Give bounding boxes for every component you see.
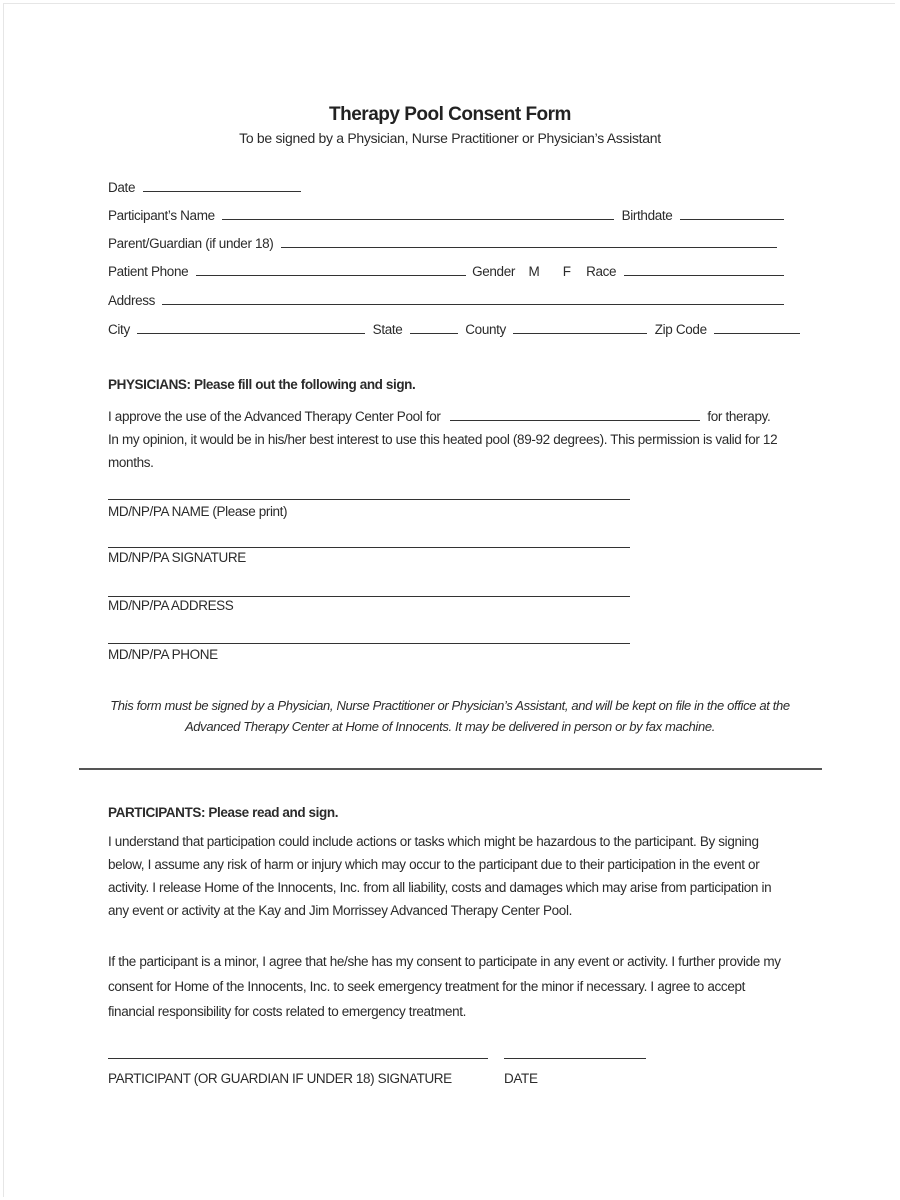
participant-signature-label: PARTICIPANT (OR GUARDIAN IF UNDER 18) SIGNATURE <box>108 1071 452 1086</box>
md-phone-label: MD/NP/PA PHONE <box>108 647 218 662</box>
approve-suffix: for therapy. <box>707 409 771 424</box>
birthdate-field[interactable] <box>680 208 784 220</box>
md-address-line[interactable] <box>108 596 630 597</box>
therapy-purpose-field[interactable] <box>450 409 700 421</box>
physician-opinion-text: In my opinion, it would be in his/her best interest to use this heated pool (89-92 degrees). This permission is valid for 12 months. <box>108 432 778 470</box>
md-phone-line[interactable] <box>108 643 630 644</box>
md-signature-line[interactable] <box>108 547 630 548</box>
form-subtitle: To be signed by a Physician, Nurse Practitioner or Physician’s Assistant <box>239 130 661 146</box>
participant-date-line[interactable] <box>504 1058 646 1059</box>
physicians-heading: PHYSICIANS: Please fill out the following and sign. <box>108 377 416 392</box>
date-label: Date <box>108 180 136 195</box>
gender-label: Gender <box>472 264 516 279</box>
md-address-label: MD/NP/PA ADDRESS <box>108 598 234 613</box>
approve-prefix: I approve the use of the Advanced Therapy Center Pool for <box>108 409 441 424</box>
county-field[interactable] <box>513 322 647 334</box>
form-title: Therapy Pool Consent Form <box>329 104 571 125</box>
participants-heading: PARTICIPANTS: Please read and sign. <box>108 805 339 820</box>
county-label: County <box>465 322 506 337</box>
parent-guardian-label: Parent/Guardian (if under 18) <box>108 236 274 251</box>
participant-name-label: Participant’s Name <box>108 208 215 223</box>
participant-date-label: DATE <box>504 1071 538 1086</box>
phone-gender-race-row <box>108 264 784 279</box>
md-signature-label: MD/NP/PA SIGNATURE <box>108 550 246 565</box>
city-field[interactable] <box>137 322 365 334</box>
md-name-line[interactable] <box>108 499 630 500</box>
approve-row <box>108 409 770 424</box>
section-divider <box>79 768 822 770</box>
city-state-county-zip-row <box>108 322 800 337</box>
birthdate-label: Birthdate <box>621 208 673 223</box>
date-field[interactable] <box>143 180 301 192</box>
address-field[interactable] <box>162 293 784 305</box>
city-label: City <box>108 322 130 337</box>
address-label: Address <box>108 293 156 308</box>
gender-option-m[interactable]: M <box>528 264 540 279</box>
gender-option-f[interactable]: F <box>562 264 571 279</box>
parent-guardian-field[interactable] <box>281 236 777 248</box>
participant-name-row <box>108 208 784 223</box>
participant-signature-line[interactable] <box>108 1058 488 1059</box>
race-label: Race <box>586 264 617 279</box>
zip-code-label: Zip Code <box>654 322 707 337</box>
participants-paragraph-2: If the participant is a minor, I agree that he/she has my consent to participate in any event or activity. I further provide my consent for Home of the Innocents, Inc. to seek emergency treatment for the minor if necessary. I agree to accept financial responsibility for costs related to emergency treatment. <box>108 954 781 1019</box>
state-field[interactable] <box>410 322 458 334</box>
md-name-label: MD/NP/PA NAME (Please print) <box>108 504 288 519</box>
state-label: State <box>372 322 403 337</box>
participant-name-field[interactable] <box>222 208 614 220</box>
date-row <box>108 180 301 195</box>
parent-guardian-row <box>108 236 777 251</box>
patient-phone-label: Patient Phone <box>108 264 189 279</box>
patient-phone-field[interactable] <box>196 264 466 276</box>
zip-code-field[interactable] <box>714 322 800 334</box>
physician-notice: This form must be signed by a Physician, Nurse Practitioner or Physician’s Assistant, and will be kept on file in the office at the Advanced Therapy Center at Home of Innocents. It may be delivered in person or by fax machine. <box>110 698 790 734</box>
address-row <box>108 293 784 308</box>
race-field[interactable] <box>624 264 784 276</box>
participants-paragraph-1: I understand that participation could include actions or tasks which might be hazardous to the participant. By signing below, I assume any risk of harm or injury which may occur to the participant due to their participation in the event or activity. I release Home of the Innocents, Inc. from all liability, costs and damages which may arise from participation in any event or activity at the Kay and Jim Morrissey Advanced Therapy Center Pool. <box>108 834 772 918</box>
